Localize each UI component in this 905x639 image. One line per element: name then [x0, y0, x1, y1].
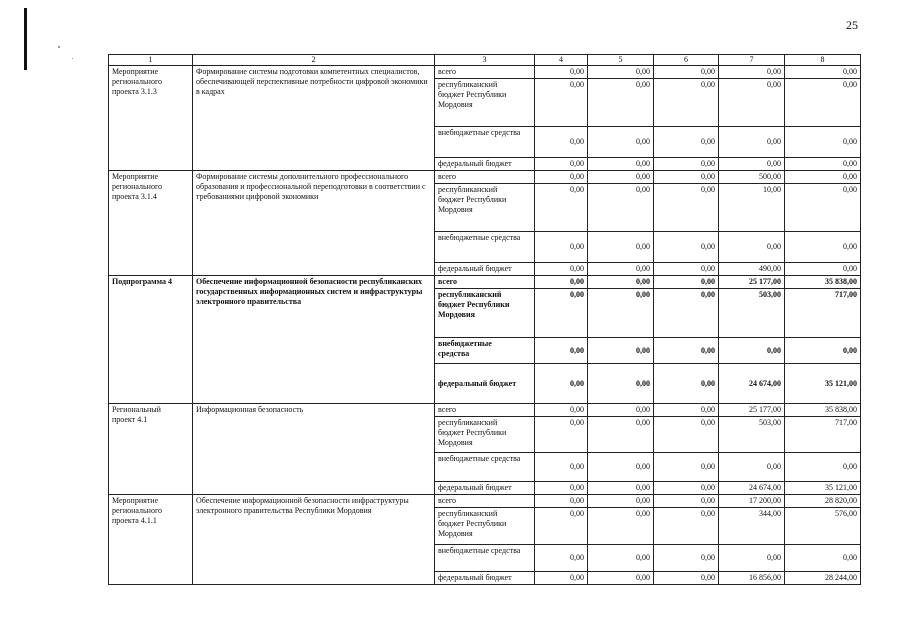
item-code-line: регионального — [112, 506, 163, 515]
amount-cell: 16 856,00 — [719, 572, 785, 585]
amount-cell: 0,00 — [654, 338, 719, 364]
amount-cell: 0,00 — [535, 508, 588, 545]
funding-source-cell — [435, 338, 535, 364]
amount-cell: 28 244,00 — [785, 572, 861, 585]
table-row — [109, 66, 861, 79]
funding-source-cell — [435, 508, 535, 545]
amount-cell: 490,00 — [719, 263, 785, 276]
amount-cell: 0,00 — [588, 158, 654, 171]
amount-cell: 0,00 — [588, 289, 654, 338]
amount-cell: 25 177,00 — [719, 404, 785, 417]
amount-cell: 0,00 — [588, 338, 654, 364]
funding-source-cell: внебюджетные средства — [435, 545, 535, 572]
amount-cell: 0,00 — [535, 289, 588, 338]
item-code-cell — [109, 66, 193, 171]
funding-source-line: бюджет Республики — [438, 90, 507, 99]
funding-source-line: республиканский — [438, 80, 498, 89]
amount-cell: 0,00 — [719, 232, 785, 263]
funding-source-line: Мордовия — [438, 100, 473, 109]
amount-cell: 24 674,00 — [719, 364, 785, 404]
funding-source-line: внебюджетные — [438, 339, 492, 348]
amount-cell: 0,00 — [654, 417, 719, 453]
amount-cell: 0,00 — [535, 495, 588, 508]
amount-cell: 0,00 — [654, 453, 719, 482]
amount-cell: 0,00 — [785, 338, 861, 364]
item-code-line: проект 4.1 — [112, 415, 148, 424]
table-row — [109, 171, 861, 184]
amount-cell: 503,00 — [719, 289, 785, 338]
item-title-cell: Формирование системы подготовки компетентных специалистов, обеспечивающей перспективные потребности цифровой экономики в кадрах — [193, 66, 435, 171]
amount-cell: 0,00 — [654, 79, 719, 127]
amount-cell: 0,00 — [654, 495, 719, 508]
funding-source-line: республиканский — [438, 418, 498, 427]
funding-source-line: бюджет Республики — [438, 195, 507, 204]
funding-source-line: Мордовия — [438, 438, 473, 447]
amount-cell: 25 177,00 — [719, 276, 785, 289]
funding-source-cell: внебюджетные средства — [435, 453, 535, 482]
funding-source-cell: внебюджетные средства — [435, 232, 535, 263]
amount-cell: 35 121,00 — [785, 482, 861, 495]
funding-source-line: Мордовия — [438, 310, 475, 319]
amount-cell: 0,00 — [535, 417, 588, 453]
amount-cell: 0,00 — [588, 184, 654, 232]
amount-cell: 0,00 — [654, 545, 719, 572]
amount-cell: 0,00 — [588, 404, 654, 417]
amount-cell: 0,00 — [535, 232, 588, 263]
amount-cell: 0,00 — [785, 171, 861, 184]
amount-cell: 0,00 — [654, 263, 719, 276]
funding-source-cell: федеральный бюджет — [435, 482, 535, 495]
item-code-line: Региональный — [112, 405, 161, 414]
funding-source-cell: федеральный бюджет — [435, 263, 535, 276]
column-number: 4 — [535, 55, 588, 66]
funding-source-line: средства — [438, 349, 470, 358]
amount-cell: 0,00 — [588, 127, 654, 158]
amount-cell: 576,00 — [785, 508, 861, 545]
funding-source-line: Мордовия — [438, 529, 473, 538]
amount-cell: 0,00 — [535, 158, 588, 171]
column-number: 7 — [719, 55, 785, 66]
column-number: 1 — [109, 55, 193, 66]
amount-cell: 0,00 — [785, 263, 861, 276]
funding-source-cell: всего — [435, 404, 535, 417]
funding-source-cell: внебюджетные средства — [435, 127, 535, 158]
item-code-line: проекта 3.1.3 — [112, 87, 157, 96]
amount-cell: 0,00 — [719, 158, 785, 171]
amount-cell: 0,00 — [654, 572, 719, 585]
amount-cell: 35 838,00 — [785, 404, 861, 417]
amount-cell: 0,00 — [719, 127, 785, 158]
amount-cell: 500,00 — [719, 171, 785, 184]
amount-cell: 0,00 — [535, 276, 588, 289]
scan-speck — [72, 58, 73, 59]
funding-source-cell — [435, 289, 535, 338]
page-number: 25 — [846, 18, 858, 32]
funding-source-line: бюджет Республики — [438, 428, 507, 437]
amount-cell: 0,00 — [785, 545, 861, 572]
item-code-line: Мероприятие — [112, 496, 159, 505]
funding-source-cell: всего — [435, 495, 535, 508]
funding-source-cell: всего — [435, 276, 535, 289]
amount-cell: 0,00 — [719, 66, 785, 79]
funding-source-line: республиканский — [438, 509, 498, 518]
amount-cell: 0,00 — [785, 66, 861, 79]
table-row — [109, 276, 861, 289]
amount-cell: 0,00 — [654, 364, 719, 404]
column-number: 2 — [193, 55, 435, 66]
amount-cell: 0,00 — [719, 545, 785, 572]
amount-cell: 0,00 — [654, 171, 719, 184]
amount-cell: 0,00 — [785, 232, 861, 263]
column-number: 5 — [588, 55, 654, 66]
amount-cell: 0,00 — [535, 404, 588, 417]
amount-cell: 0,00 — [588, 79, 654, 127]
funding-source-cell — [435, 417, 535, 453]
amount-cell: 0,00 — [654, 127, 719, 158]
amount-cell: 0,00 — [654, 184, 719, 232]
item-code-line: регионального — [112, 182, 163, 191]
amount-cell: 0,00 — [654, 158, 719, 171]
amount-cell: 0,00 — [588, 482, 654, 495]
item-title-cell: Информационная безопасность — [193, 404, 435, 495]
amount-cell: 0,00 — [535, 171, 588, 184]
amount-cell: 0,00 — [535, 66, 588, 79]
amount-cell: 0,00 — [654, 276, 719, 289]
amount-cell: 0,00 — [535, 127, 588, 158]
amount-cell: 0,00 — [535, 79, 588, 127]
scan-edge-mark — [24, 8, 27, 70]
amount-cell: 0,00 — [535, 545, 588, 572]
amount-cell: 717,00 — [785, 417, 861, 453]
amount-cell: 344,00 — [719, 508, 785, 545]
item-code-line: Мероприятие — [112, 172, 159, 181]
amount-cell: 0,00 — [535, 263, 588, 276]
table-row — [109, 404, 861, 417]
amount-cell: 0,00 — [588, 364, 654, 404]
funding-source-line: бюджет Республики — [438, 519, 507, 528]
column-number: 3 — [435, 55, 535, 66]
item-code-cell — [109, 495, 193, 585]
funding-source-cell: федеральный бюджет — [435, 364, 535, 404]
amount-cell: 35 838,00 — [785, 276, 861, 289]
amount-cell: 17 200,00 — [719, 495, 785, 508]
amount-cell: 0,00 — [588, 545, 654, 572]
table-row — [109, 495, 861, 508]
funding-source-cell — [435, 79, 535, 127]
funding-source-cell: всего — [435, 171, 535, 184]
funding-source-cell: всего — [435, 66, 535, 79]
amount-cell: 0,00 — [719, 338, 785, 364]
amount-cell: 24 674,00 — [719, 482, 785, 495]
amount-cell: 28 820,00 — [785, 495, 861, 508]
amount-cell: 0,00 — [588, 276, 654, 289]
amount-cell: 0,00 — [588, 66, 654, 79]
budget-table — [108, 54, 861, 585]
funding-source-cell: федеральный бюджет — [435, 158, 535, 171]
item-code-cell — [109, 404, 193, 495]
amount-cell: 0,00 — [654, 482, 719, 495]
item-code-line: проекта 3.1.4 — [112, 192, 157, 201]
amount-cell: 0,00 — [588, 572, 654, 585]
amount-cell: 0,00 — [785, 158, 861, 171]
amount-cell: 717,00 — [785, 289, 861, 338]
amount-cell: 0,00 — [535, 364, 588, 404]
item-code-line: регионального — [112, 77, 163, 86]
amount-cell: 0,00 — [719, 453, 785, 482]
item-code-line: проекта 4.1.1 — [112, 516, 157, 525]
amount-cell: 0,00 — [535, 338, 588, 364]
column-number: 8 — [785, 55, 861, 66]
amount-cell: 0,00 — [588, 495, 654, 508]
amount-cell: 0,00 — [588, 232, 654, 263]
amount-cell: 0,00 — [588, 453, 654, 482]
amount-cell: 0,00 — [535, 482, 588, 495]
amount-cell: 0,00 — [588, 508, 654, 545]
amount-cell: 0,00 — [588, 171, 654, 184]
column-number: 6 — [654, 55, 719, 66]
scan-speck — [58, 46, 60, 48]
amount-cell: 0,00 — [588, 263, 654, 276]
amount-cell: 0,00 — [785, 453, 861, 482]
column-number-row — [109, 55, 861, 66]
amount-cell: 35 121,00 — [785, 364, 861, 404]
item-title-cell: Формирование системы дополнительного профессионального образования и профессиональной переподготовки в соответствии с требованиями цифровой экономики — [193, 171, 435, 276]
amount-cell: 10,00 — [719, 184, 785, 232]
amount-cell: 0,00 — [588, 417, 654, 453]
amount-cell: 0,00 — [654, 289, 719, 338]
item-title-cell: Обеспечение информационной безопасности республиканских государственных информационных систем и инфраструктуры электронного правительства — [193, 276, 435, 404]
amount-cell: 0,00 — [535, 184, 588, 232]
amount-cell: 0,00 — [785, 79, 861, 127]
funding-source-line: Мордовия — [438, 205, 473, 214]
amount-cell: 0,00 — [719, 79, 785, 127]
funding-source-line: бюджет Республики — [438, 300, 510, 309]
amount-cell: 0,00 — [654, 404, 719, 417]
funding-source-line: республиканский — [438, 290, 502, 299]
item-title-cell: Обеспечение информационной безопасности инфраструктуры электронного правительства Республики Мордовия — [193, 495, 435, 585]
funding-source-cell: федеральный бюджет — [435, 572, 535, 585]
item-code-cell — [109, 171, 193, 276]
amount-cell: 0,00 — [785, 127, 861, 158]
item-code-line: Подпрограмма 4 — [112, 277, 173, 286]
amount-cell: 0,00 — [785, 184, 861, 232]
item-code-cell — [109, 276, 193, 404]
amount-cell: 0,00 — [654, 232, 719, 263]
funding-source-line: республиканский — [438, 185, 498, 194]
item-code-line: Мероприятие — [112, 67, 159, 76]
amount-cell: 503,00 — [719, 417, 785, 453]
amount-cell: 0,00 — [654, 508, 719, 545]
funding-source-cell — [435, 184, 535, 232]
amount-cell: 0,00 — [535, 453, 588, 482]
amount-cell: 0,00 — [535, 572, 588, 585]
amount-cell: 0,00 — [654, 66, 719, 79]
